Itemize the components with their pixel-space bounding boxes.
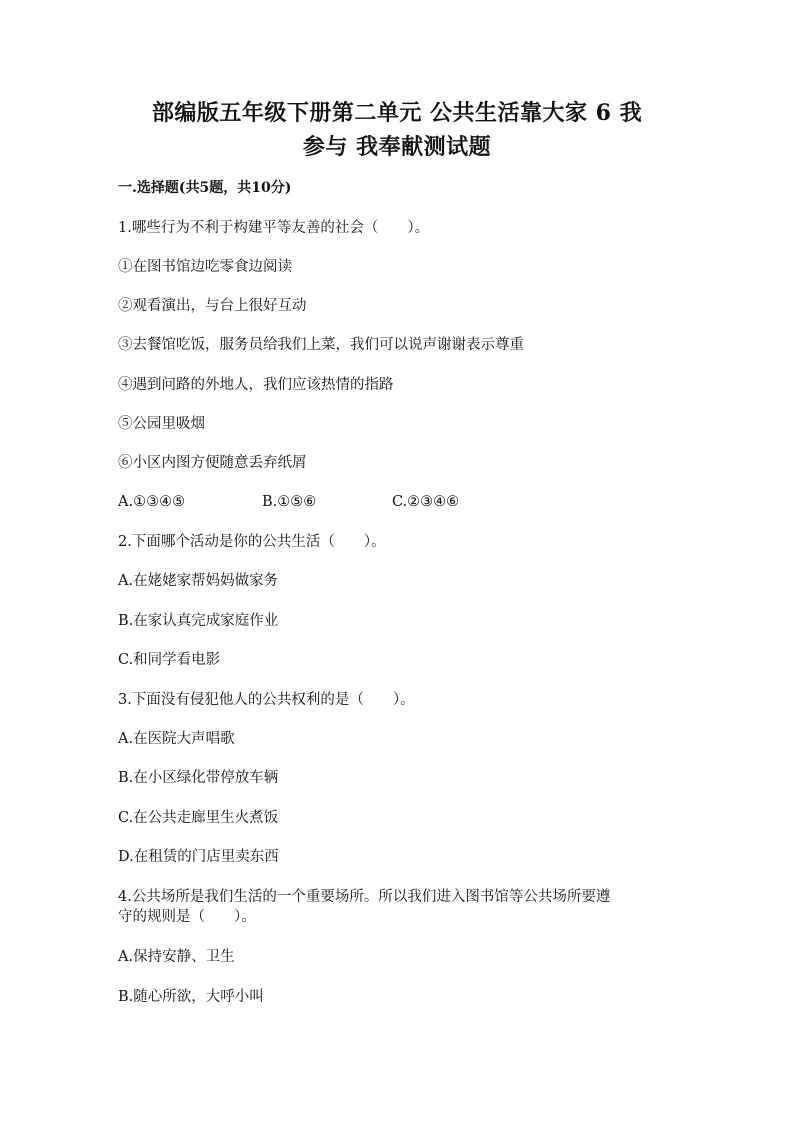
question-2-option-a: A.在姥姥家帮妈妈做家务 — [118, 573, 279, 589]
question-3-stem: 3.下面没有侵犯他人的公共权利的是（ ）。 — [118, 692, 415, 708]
question-2-stem: 2.下面哪个活动是你的公共生活（ ）。 — [118, 534, 386, 550]
question-1-option-c: C.②③④⑥ — [392, 494, 460, 510]
question-1-item: ①在图书馆边吃零食边阅读 — [118, 259, 292, 275]
question-3-option-a: A.在医院大声唱歌 — [118, 731, 235, 747]
question-4-stem-line-1: 4.公共场所是我们生活的一个重要场所。所以我们进入图书馆等公共场所要遵 — [118, 889, 611, 905]
question-4-stem-line-2: 守的规则是（ ）。 — [118, 909, 256, 925]
section-heading: 一.选择题(共5题，共10分) — [118, 180, 292, 196]
question-1-item: ④遇到问路的外地人，我们应该热情的指路 — [118, 377, 394, 393]
question-1-item: ⑥小区内图方便随意丢弃纸屑 — [118, 455, 307, 471]
question-4-option-b: B.随心所欲，大呼小叫 — [118, 989, 264, 1005]
question-3-option-d: D.在租赁的门店里卖东西 — [118, 849, 279, 865]
question-1-option-b: B.①⑤⑥ — [262, 494, 317, 510]
question-1-option-a: A.①③④⑤ — [118, 494, 186, 510]
question-2-option-b: B.在家认真完成家庭作业 — [118, 613, 279, 629]
question-2-option-c: C.和同学看电影 — [118, 652, 221, 668]
title-line-2: 参与 我奉献测试题 — [302, 134, 492, 160]
question-1-stem: 1.哪些行为不利于构建平等友善的社会（ ）。 — [118, 220, 430, 236]
question-1-item: ②观看演出，与台上很好互动 — [118, 298, 307, 314]
title-line-1: 部编版五年级下册第二单元 公共生活靠大家 6 我 — [151, 100, 643, 126]
page-title — [110, 96, 684, 164]
question-4-option-a: A.保持安静、卫生 — [118, 949, 235, 965]
question-1-item: ⑤公园里吸烟 — [118, 416, 205, 432]
question-3-option-c: C.在公共走廊里生火煮饭 — [118, 810, 279, 826]
question-1-options — [118, 492, 678, 512]
question-1-item: ③去餐馆吃饭，服务员给我们上菜，我们可以说声谢谢表示尊重 — [118, 337, 524, 353]
question-3-option-b: B.在小区绿化带停放车辆 — [118, 770, 279, 786]
